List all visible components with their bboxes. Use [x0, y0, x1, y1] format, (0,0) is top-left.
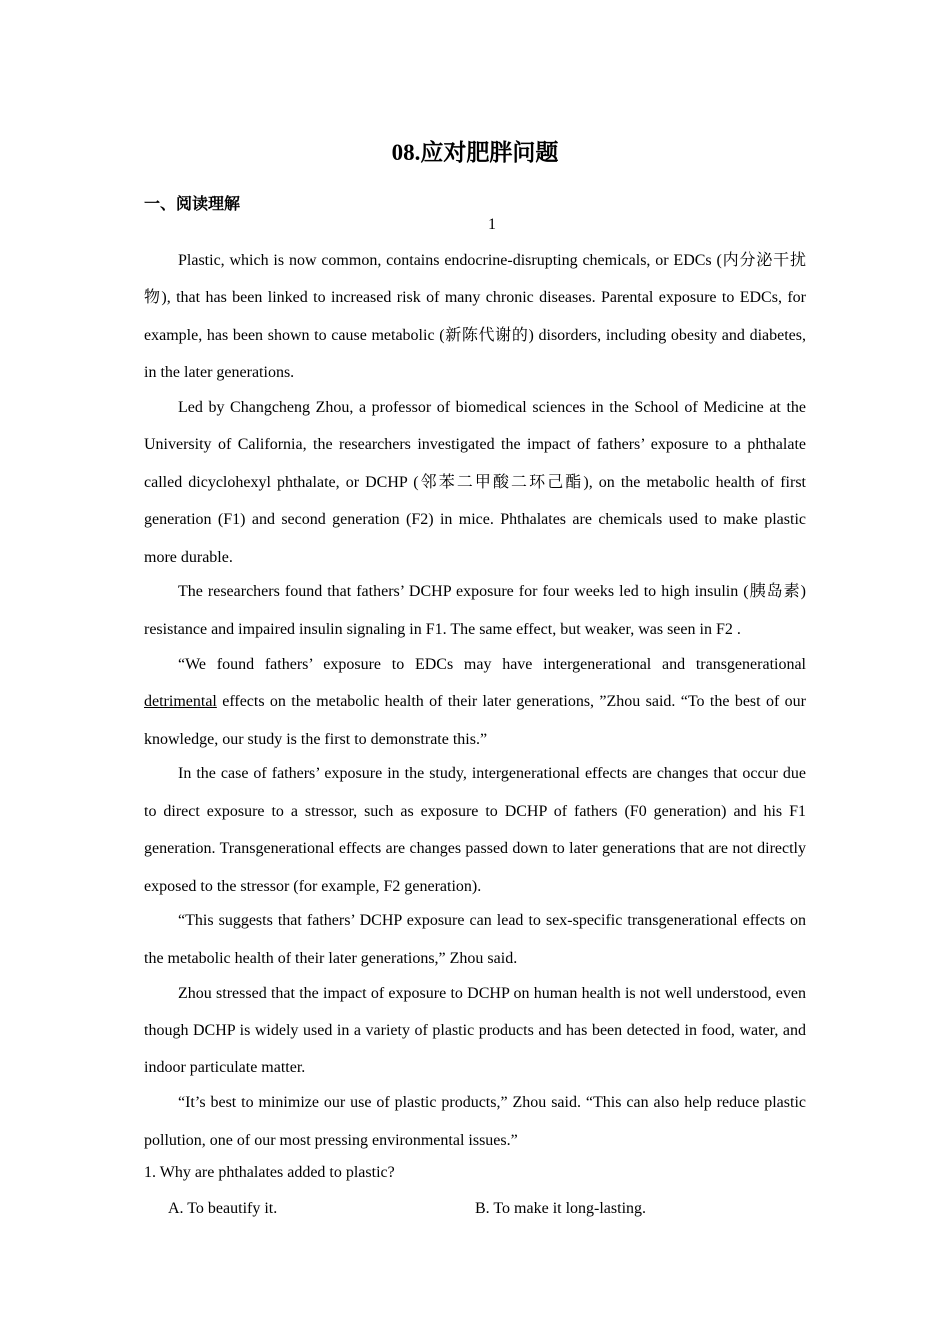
paragraph-7: Zhou stressed that the impact of exposure to DCHP on human health is not well understood, even though DCHP is widely used in a variety of plastic products and has been detected in food, water, and indoor particulate matter. [144, 984, 806, 1077]
section-heading: 一、阅读理解 [144, 194, 241, 213]
paragraph-8: “It’s best to minimize our use of plastic products,” Zhou said. “This can also help reduce plastic pollution, one of our most pressing environmental issues.” [144, 1094, 806, 1149]
paragraph-3: The researchers found that fathers’ DCHP exposure for four weeks led to high insulin (胰岛素) resistance and impaired insulin signaling in F1. The same effect, but weaker, was seen in F2 . [144, 583, 806, 638]
paragraph-4 [144, 646, 806, 758]
page-title: 08.应对肥胖问题 [391, 140, 559, 165]
paragraph-4-end: effects on the metabolic health of their later generations, ”Zhou said. “To the best of our knowledge, our study is the first to demonstrate this.” [144, 693, 806, 748]
paragraph-4-start: “We found fathers’ exposure to EDCs may have intergenerational and transgenerational [178, 655, 806, 673]
paragraph-2: Led by Changcheng Zhou, a professor of biomedical sciences in the School of Medicine at the University of California, the researchers investigated the impact of fathers’ exposure to a phthalate called dicyclohexyl phthalate, or DCHP (邻苯二甲酸二环己酯), on the metabolic health of first generation (F1) and second generation (F2) in mice. Phthalates are chemicals used to make plastic more durable. [144, 399, 806, 566]
option-b: B. To make it long-lasting. [475, 1200, 647, 1218]
question-1: 1. Why are phthalates added to plastic? [144, 1164, 395, 1182]
passage-body [144, 242, 806, 1224]
paragraph-6: “This suggests that fathers’ DCHP exposure can lead to sex-specific transgenerational effects on the metabolic health of their later generations,” Zhou said. [144, 912, 806, 967]
underlined-word: detrimental [144, 693, 217, 711]
option-a: A. To beautify it. [168, 1200, 278, 1218]
passage-number: 1 [488, 216, 496, 233]
paragraph-1: Plastic, which is now common, contains endocrine-disrupting chemicals, or EDCs (内分泌干扰物), that has been linked to increased risk of many chronic diseases. Parental exposure to EDCs, for example, has been shown to cause metabolic (新陈代谢的) disorders, including obesity and diabetes, in the later generations. [144, 252, 806, 382]
question-1-options [144, 1190, 806, 1224]
paragraph-5: In the case of fathers’ exposure in the study, intergenerational effects are changes that occur due to direct exposure to a stressor, such as exposure to DCHP of fathers (F0 generation) and his F1 generation. Transgenerational effects are changes passed down to later generations that are not directly exposed to the stressor (for example, F2 generation). [144, 765, 806, 895]
